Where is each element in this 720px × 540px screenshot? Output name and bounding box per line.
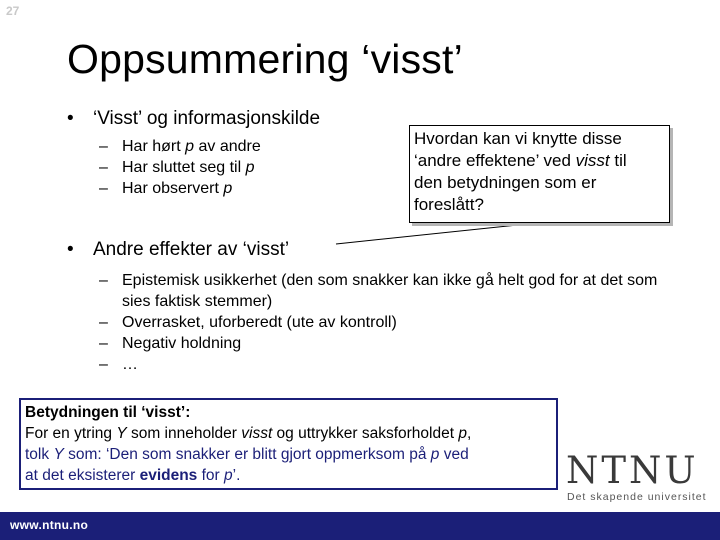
logo-tagline: Det skapende universitet [567,491,707,503]
footer-bar [0,512,720,540]
dash-icon: – [99,138,108,155]
slide-title: Oppsummering ‘visst’ [67,36,463,82]
dash-icon: – [99,272,108,289]
footer-url: www.ntnu.no [10,518,89,532]
callout-line: ‘andre effektene’ ved visst til [414,151,627,170]
dash-icon: – [99,159,108,176]
ntnu-logo [566,449,707,503]
bullet-text: Andre effekter av ‘visst’ [93,239,290,260]
callout-line: Hvordan kan vi knytte disse [414,129,622,148]
bullet-icon: • [67,108,74,129]
dash-icon: – [99,335,108,352]
sub-item-text: Har observert p [122,180,233,197]
sub-item-text: Overrasket, uforberedt (ute av kontroll) [122,314,397,331]
bullet-item [67,239,289,261]
sub-item [99,270,679,312]
callout-box [409,125,670,223]
definition-line: For en ytring Y som inneholder visst og uttrykker saksforholdet p, [25,425,472,442]
sub-item [99,312,679,333]
definition-heading: Betydningen til ‘visst’: [25,404,191,421]
logo-wordmark: NTNU [566,449,699,492]
dash-icon: – [99,180,108,197]
definition-line: tolk Y som: ‘Den som snakker er blitt gjort oppmerksom på p ved [25,446,469,463]
sub-list [99,270,679,375]
definition-line: at det eksisterer evidens for p’. [25,467,241,484]
bullet-text: ‘Visst’ og informasjonskilde [93,108,321,129]
callout-line: den betydningen som er [414,173,597,192]
sub-item-text: Negativ holdning [122,335,242,352]
callout-line: foreslått? [414,195,484,214]
sub-item-text: Har hørt p av andre [122,138,261,155]
dash-icon: – [99,356,108,373]
definition-box [19,398,558,490]
slide-number: 27 [6,4,20,18]
bullet-icon: • [67,239,74,260]
sub-item-text: Har sluttet seg til p [122,159,255,176]
sub-item [99,333,679,354]
sub-item-text: … [122,356,138,373]
sub-item [99,354,679,375]
dash-icon: – [99,314,108,331]
sub-item-text: Epistemisk usikkerhet (den som snakker kan ikke gå helt god for at det som sies faktisk stemmer) [122,272,658,310]
